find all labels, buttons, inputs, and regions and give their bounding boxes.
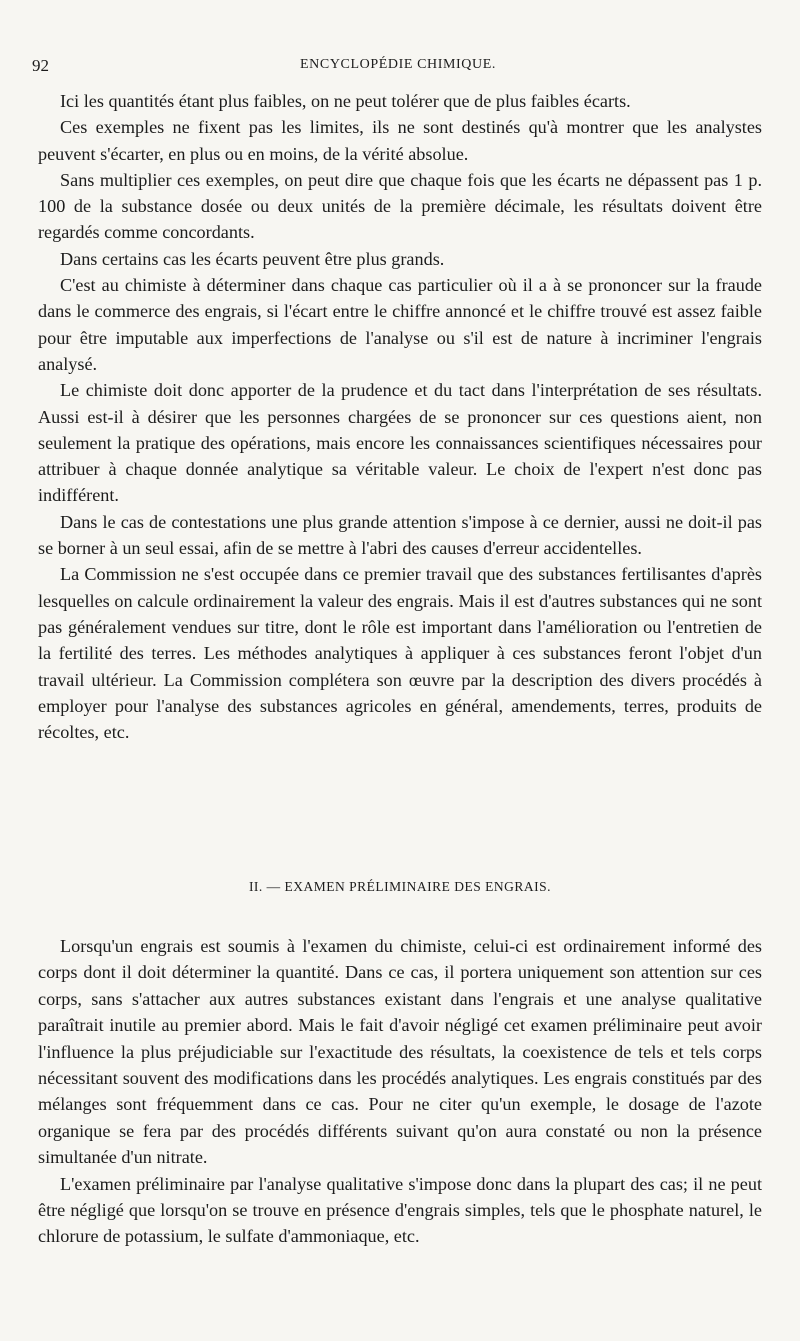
section-2-body — [38, 933, 762, 1250]
section-1-body — [38, 88, 762, 745]
paragraph-1: Ici les quantités étant plus faibles, on ne peut tolérer que de plus faibles écarts. — [60, 91, 631, 111]
paragraph-7: Dans le cas de contestations une plus grande attention s'impose à ce dernier, aussi ne doit-il pas se borner à un seul essai, afin de se mettre à l'abri des causes d'erreur accidentelles. — [38, 511, 762, 559]
page-header — [32, 56, 764, 80]
paragraph-4: Dans certains cas les écarts peuvent être plus grands. — [60, 248, 445, 269]
paragraph-2: Ces exemples ne fixent pas les limites, ils ne sont destinés qu'à montrer que les analystes peuvent s'écarter, en plus ou en moins, de la vérité absolue. — [38, 117, 762, 164]
page-number: 92 — [32, 56, 49, 75]
section-heading: II. — EXAMEN PRÉLIMINAIRE DES ENGRAIS. — [248, 879, 552, 894]
paragraph-5: C'est au chimiste à déterminer dans chaque cas particulier où il a à se prononcer sur la fraude dans le commerce des engrais, si l'écart entre le chiffre annoncé et le chiffre trouvé est assez faible pour être imputable aux imperfections de l'analyse ou s'il est de nature à incriminer l'engrais analysé. — [38, 275, 762, 374]
paragraph-8: La Commission ne s'est occupée dans ce premier travail que des substances fertilisantes d'après lesquelles on calcule ordinairement la valeur des engrais. Mais il est d'autres substances qui ne sont pas généralement vendues sur titre, dont le rôle est important dans l'amélioration ou l'entretien de la fertilité des terres. Les méthodes analytiques à appliquer à ces substances feront l'objet d'un travail ultérieur. La Commission complétera son œuvre par la description des divers procédés à employer pour l'analyse des substances agricoles en général, amendements, terres, produits de récoltes, etc. — [38, 564, 762, 743]
paragraph-9: Lorsqu'un engrais est soumis à l'examen du chimiste, celui-ci est ordinairement informé des corps dont il doit déterminer la quantité. Dans ce cas, il portera uniquement son attention sur ces corps, sans s'attacher aux autres substances existant dans l'engrais et une analyse qualitative paraîtrait inutile au premier abord. Mais le fait d'avoir négligé cet examen préliminaire peut avoir l'influence la plus préjudiciable sur l'exactitude des résultats, la coexistence de tels et tels corps nécessitant souvent des modifications dans les procédés analytiques. Les engrais constitués par des mélanges sont fréquemment dans ce cas. Pour ne citer qu'un exemple, le dosage de l'azote organique se fera par des procédés différents suivant qu'on aura constaté ou non la présence simultanée d'un nitrate. — [38, 936, 762, 1168]
paragraph-6: Le chimiste doit donc apporter de la prudence et du tact dans l'interprétation de ses résultats. Aussi est-il à désirer que les personnes chargées de se prononcer sur ces questions aient, non seulement la pratique des opérations, mais encore les connaissances scientifiques nécessaires pour attribuer à chaque donnée analytique sa véritable valeur. Le choix de l'expert n'est donc pas indifférent. — [38, 380, 762, 506]
running-title: ENCYCLOPÉDIE CHIMIQUE. — [300, 57, 496, 72]
paragraph-10: L'examen préliminaire par l'analyse qualitative s'impose donc dans la plupart des cas; il ne peut être négligé que lorsqu'on se trouve en présence d'engrais simples, tels que le phosphate naturel, le chlorure de potassium, le sulfate d'ammoniaque, etc. — [38, 1173, 762, 1247]
paragraph-3: Sans multiplier ces exemples, on peut dire que chaque fois que les écarts ne dépassent pas 1 p. 100 de la substance dosée ou deux unités de la première décimale, les résultats doivent être regardés comme concordants. — [38, 169, 762, 243]
